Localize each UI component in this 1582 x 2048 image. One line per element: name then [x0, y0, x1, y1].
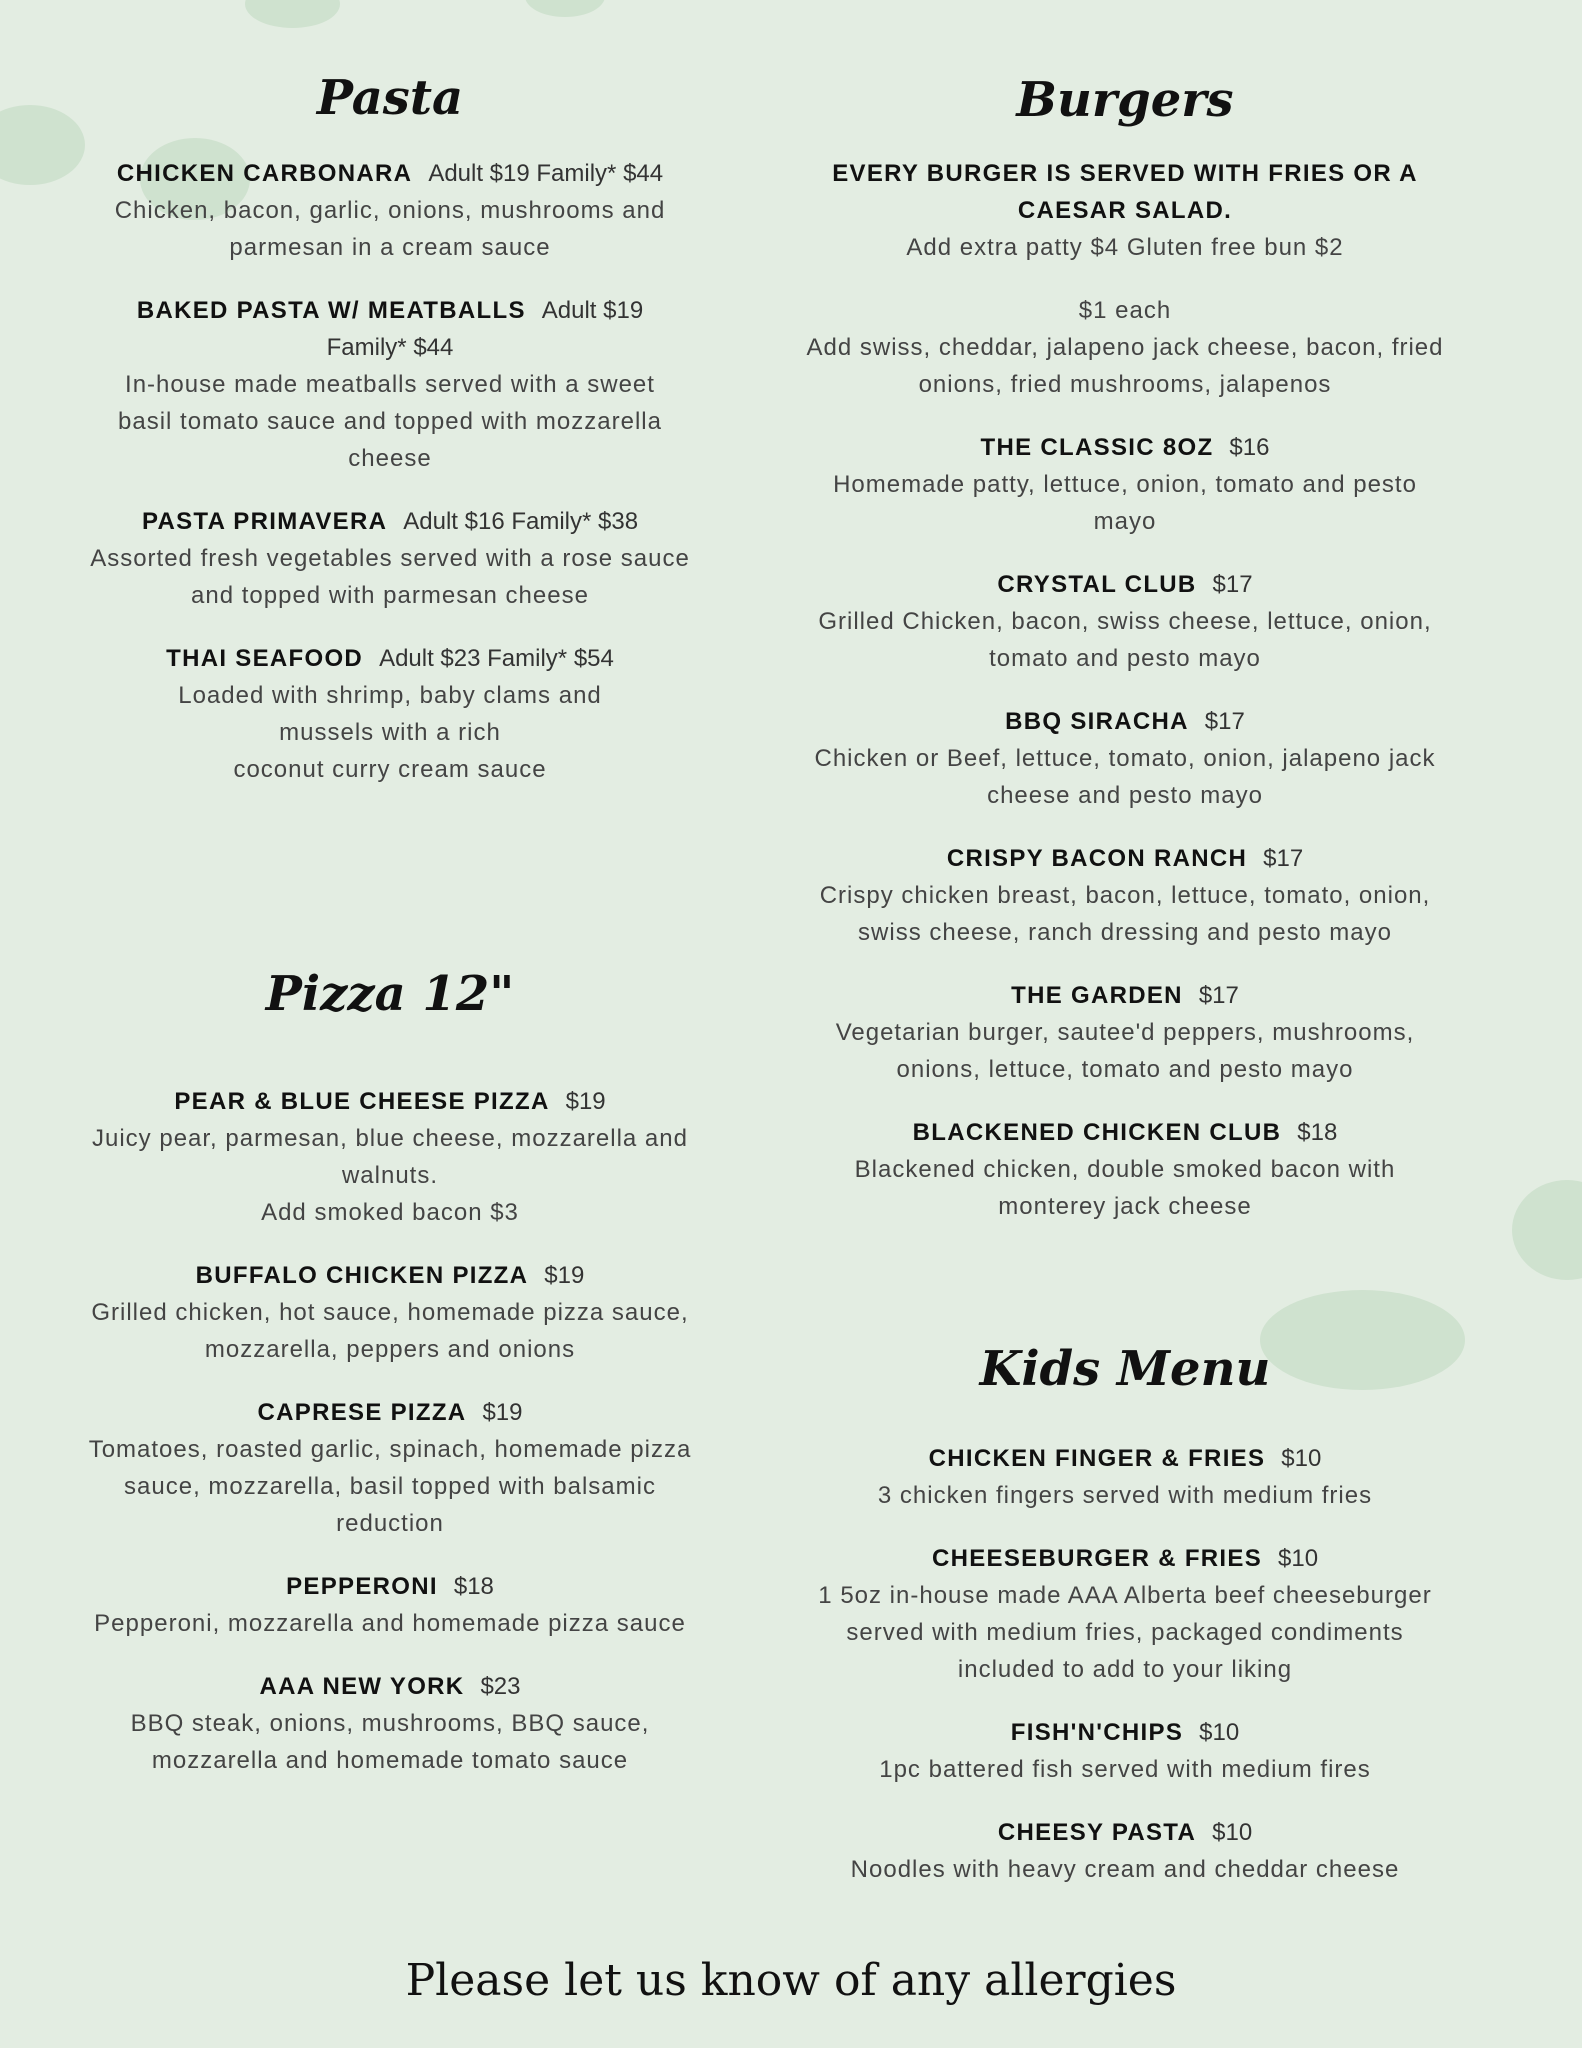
decorative-blob	[1512, 1180, 1582, 1280]
item-price: $18	[1297, 1118, 1338, 1146]
menu-item	[70, 1083, 710, 1231]
menu-item	[70, 640, 710, 788]
item-price: $17	[1212, 570, 1253, 598]
item-description: Tomatoes, roasted garlic, spinach, homemade pizza sauce, mozzarella, basil topped with balsamic reduction	[88, 1435, 692, 1537]
kids-section-title: Kids Menu	[979, 1341, 1271, 1397]
item-name: AAA NEW YORK	[259, 1672, 465, 1700]
item-price: Adult $16 Family* $38	[403, 507, 639, 535]
item-description: Assorted fresh vegetables served with a rose sauce and topped with parmesan cheese	[90, 544, 690, 609]
kids-column	[800, 1343, 1450, 1888]
item-price: $16	[1229, 433, 1270, 461]
menu-item	[100, 292, 680, 477]
menu-item	[800, 1814, 1450, 1888]
item-description: Grilled Chicken, bacon, swiss cheese, lettuce, onion, tomato and pesto mayo	[818, 607, 1432, 672]
left-column	[70, 72, 710, 788]
menu-item	[800, 1114, 1450, 1225]
burgers-intro	[800, 155, 1450, 266]
item-name: THE GARDEN	[1011, 981, 1183, 1009]
burgers-intro-addon: Add extra patty $4 Gluten free bun $2	[906, 233, 1344, 261]
item-price: Adult $23 Family* $54	[379, 644, 614, 672]
item-description: Loaded with shrimp, baby clams and mussels with a rich	[178, 681, 602, 746]
item-description: In-house made meatballs served with a sweet basil tomato sauce and topped with mozzarella cheese	[118, 370, 662, 472]
pizza-section-title: Pizza 12"	[265, 966, 515, 1022]
item-name: PEAR & BLUE CHEESE PIZZA	[174, 1087, 550, 1115]
burgers-addons	[800, 292, 1450, 403]
item-price: Adult $19 Family* $44	[326, 296, 644, 361]
item-name: CHICKEN CARBONARA	[116, 159, 413, 187]
item-description: BBQ steak, onions, mushrooms, BBQ sauce, mozzarella and homemade tomato sauce	[130, 1709, 650, 1774]
item-price: $17	[1204, 707, 1245, 735]
item-description: Crispy chicken breast, bacon, lettuce, tomato, onion, swiss cheese, ranch dressing and pesto mayo	[819, 881, 1431, 946]
menu-item	[70, 1668, 710, 1779]
item-name: PEPPERONI	[286, 1572, 438, 1600]
menu-item	[800, 703, 1450, 814]
item-description: 1pc battered fish served with medium fires	[879, 1755, 1371, 1783]
item-price: $19	[565, 1087, 606, 1115]
item-price: $10	[1199, 1718, 1240, 1746]
item-description-line2: coconut curry cream sauce	[233, 755, 547, 783]
item-description: Vegetarian burger, sautee'd peppers, mushrooms, onions, lettuce, tomato and pesto mayo	[835, 1018, 1415, 1083]
decorative-blob	[525, 0, 605, 17]
menu-item	[70, 1568, 710, 1642]
item-description: Chicken, bacon, garlic, onions, mushrooms and parmesan in a cream sauce	[114, 196, 666, 261]
item-price: $10	[1278, 1544, 1319, 1572]
item-name: FISH'N'CHIPS	[1010, 1718, 1184, 1746]
item-description: Noodles with heavy cream and cheddar cheese	[850, 1855, 1400, 1883]
menu-item	[800, 977, 1450, 1088]
item-price: $10	[1281, 1444, 1322, 1472]
item-price: $17	[1198, 981, 1239, 1009]
menu-item	[70, 1394, 710, 1542]
item-name: BAKED PASTA W/ MEATBALLS	[136, 296, 526, 324]
item-name: CHEESY PASTA	[997, 1818, 1197, 1846]
item-price: $19	[482, 1398, 523, 1426]
menu-item	[800, 1714, 1450, 1788]
menu-item	[70, 503, 710, 614]
addon-list: Add swiss, cheddar, jalapeno jack cheese, bacon, fried onions, fried mushrooms, jalapenos	[806, 333, 1444, 398]
item-price: $10	[1212, 1818, 1253, 1846]
menu-item	[70, 1257, 710, 1368]
item-description: 1 5oz in-house made AAA Alberta beef cheeseburger served with medium fries, packaged condiments included to add to your liking	[818, 1581, 1432, 1683]
burgers-column	[800, 74, 1450, 1225]
item-description: Pepperoni, mozzarella and homemade pizza sauce	[94, 1609, 686, 1637]
addon-price: $1 each	[1078, 296, 1172, 324]
item-price: Adult $19 Family* $44	[428, 159, 664, 187]
item-name: CHEESEBURGER & FRIES	[931, 1544, 1262, 1572]
item-price: $19	[544, 1261, 585, 1289]
burgers-section-title: Burgers	[1016, 72, 1234, 128]
item-description: Blackened chicken, double smoked bacon with monterey jack cheese	[854, 1155, 1396, 1220]
item-name: CAPRESE PIZZA	[257, 1398, 467, 1426]
menu-item	[800, 429, 1450, 540]
item-name: CHICKEN FINGER & FRIES	[928, 1444, 1266, 1472]
item-name: PASTA PRIMAVERA	[141, 507, 388, 535]
item-name: CRISPY BACON RANCH	[946, 844, 1248, 872]
allergy-notice: Please let us know of any allergies	[405, 1955, 1177, 2006]
item-description: 3 chicken fingers served with medium fries	[877, 1481, 1373, 1509]
item-name: BLACKENED CHICKEN CLUB	[912, 1118, 1282, 1146]
menu-item	[70, 155, 710, 266]
item-price: $17	[1263, 844, 1304, 872]
item-price: $23	[480, 1672, 521, 1700]
item-price: $18	[453, 1572, 494, 1600]
item-name: BUFFALO CHICKEN PIZZA	[195, 1261, 529, 1289]
item-name: THE CLASSIC 8OZ	[980, 433, 1214, 461]
item-name: THAI SEAFOOD	[166, 644, 364, 672]
pasta-section-title: Pasta	[316, 70, 464, 126]
item-description: Homemade patty, lettuce, onion, tomato and pesto mayo	[833, 470, 1417, 535]
menu-item	[800, 840, 1450, 951]
item-description: Chicken or Beef, lettuce, tomato, onion, jalapeno jack cheese and pesto mayo	[814, 744, 1436, 809]
menu-item	[800, 1440, 1450, 1514]
pizza-column	[70, 968, 710, 1779]
menu-item	[800, 566, 1450, 677]
item-name: CRYSTAL CLUB	[997, 570, 1197, 598]
item-description: Juicy pear, parmesan, blue cheese, mozzarella and walnuts.	[92, 1124, 688, 1189]
decorative-blob	[245, 0, 340, 28]
item-description-line2: Add smoked bacon $3	[261, 1198, 519, 1226]
item-description: Grilled chicken, hot sauce, homemade pizza sauce, mozzarella, peppers and onions	[91, 1298, 689, 1363]
burgers-intro-note: EVERY BURGER IS SERVED WITH FRIES OR A CAESAR SALAD.	[832, 159, 1418, 224]
menu-item	[800, 1540, 1450, 1688]
item-name: BBQ SIRACHA	[1005, 707, 1189, 735]
